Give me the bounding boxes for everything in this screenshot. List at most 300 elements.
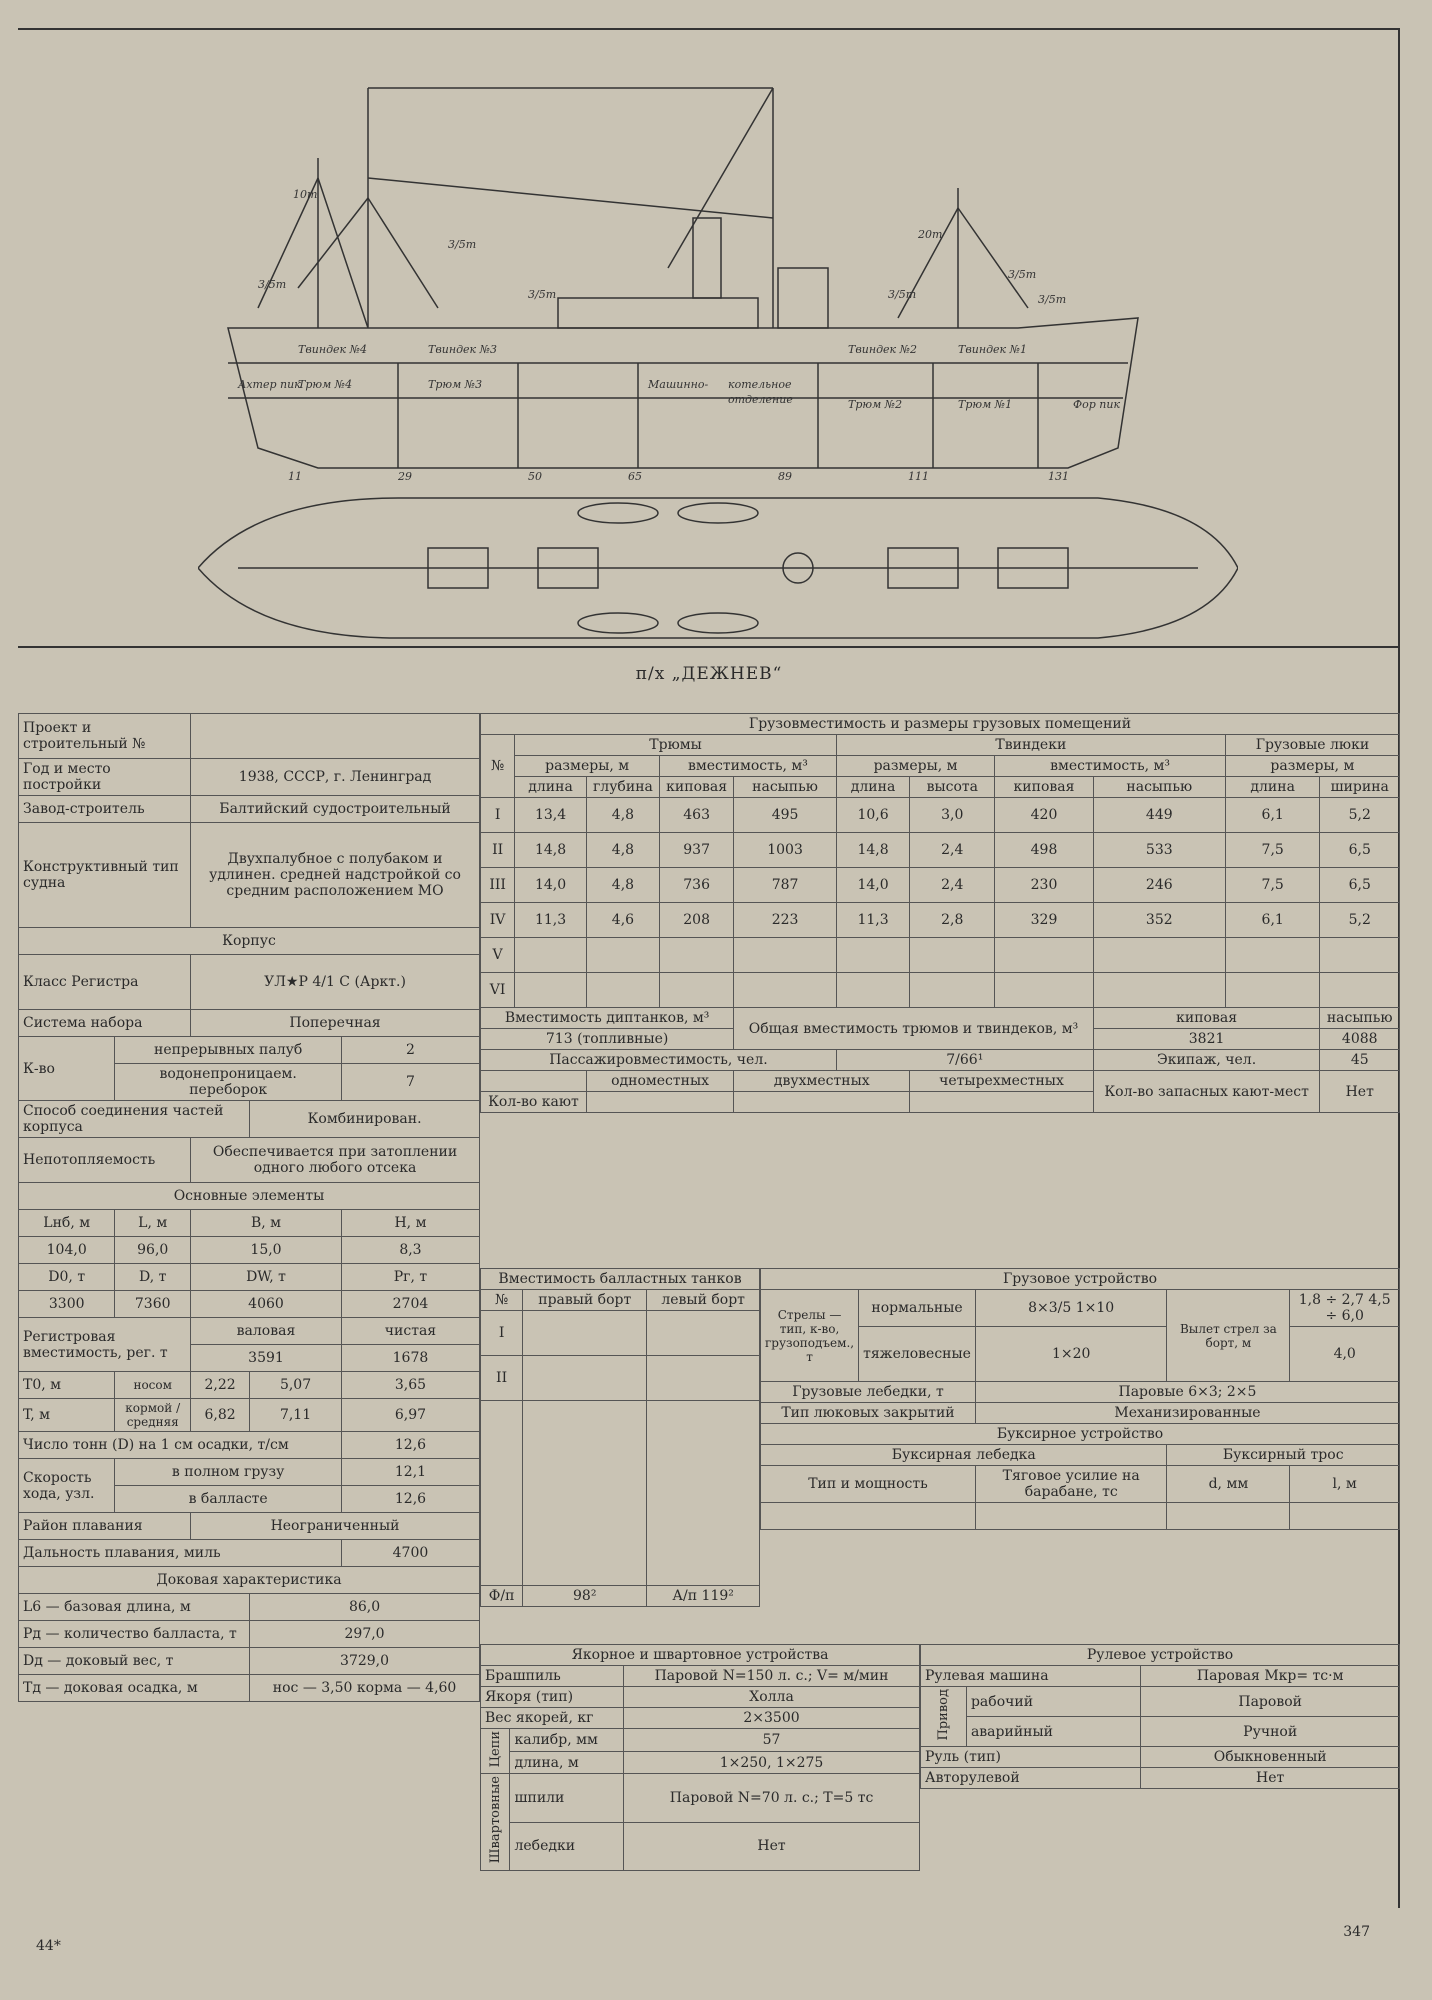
value-cell: 3300 xyxy=(19,1291,115,1318)
cargo-cell: VI xyxy=(481,973,515,1008)
cargo-cell: 223 xyxy=(734,903,837,938)
anchor-weight-label: Вес якорей, кг xyxy=(481,1708,624,1729)
mooring-winch-label: лебедки xyxy=(510,1822,624,1870)
bulkheads-value: 7 xyxy=(341,1064,479,1101)
year-value: 1938, СССР, г. Ленинград xyxy=(191,759,480,796)
cargo-cell: 495 xyxy=(734,798,837,833)
cargo-cell: 6,5 xyxy=(1320,868,1400,903)
anchor-weight-value: 2×3500 xyxy=(624,1708,920,1729)
net-label: чистая xyxy=(341,1318,479,1345)
ballast-blank xyxy=(481,1401,523,1586)
cargo-cell xyxy=(1225,973,1320,1008)
autopilot-label: Авторулевой xyxy=(921,1768,1141,1789)
ballast-cell xyxy=(523,1311,647,1356)
speed-label: Скорость хода, узл. xyxy=(19,1459,115,1513)
anchor-table xyxy=(480,1644,920,1871)
value-cell: 4060 xyxy=(191,1291,342,1318)
normal-value: 8×3/5 1×10 xyxy=(975,1290,1166,1327)
cargo-cell: 7,5 xyxy=(1225,833,1320,868)
working-value: Паровой xyxy=(1141,1687,1400,1717)
cargo-cell xyxy=(995,938,1093,973)
frame-111: 111 xyxy=(908,470,929,483)
hatches-head: Грузовые люки xyxy=(1225,735,1399,756)
subheader-row xyxy=(481,777,1400,798)
length-label: длина, м xyxy=(510,1751,624,1774)
mooring-label xyxy=(481,1774,510,1870)
cabins-one xyxy=(586,1092,733,1113)
reach-value: 4,0 xyxy=(1290,1327,1400,1382)
ballast-row-no: I xyxy=(481,1311,523,1356)
steer-title: Рулевое устройство xyxy=(921,1645,1400,1666)
pass-label: Пассажировместимость, чел. xyxy=(481,1050,837,1071)
draft-aft-head: кормой xyxy=(125,1401,173,1415)
main-specs-table xyxy=(18,713,480,1702)
kvo-label: К-во xyxy=(19,1037,115,1101)
net-value: 1678 xyxy=(341,1345,479,1372)
cargo-cell: 6,1 xyxy=(1225,798,1320,833)
subheader-cell: киповая xyxy=(660,777,734,798)
col-head: DW, т xyxy=(191,1264,342,1291)
dock-value: 297,0 xyxy=(250,1621,480,1648)
cargo-cell: 352 xyxy=(1093,903,1225,938)
cargo-cell: 533 xyxy=(1093,833,1225,868)
type-value: Двухпалубное с полубаком и удлинен. средней надстройкой со средним расположением МО xyxy=(191,823,480,928)
range-value: 4700 xyxy=(341,1540,479,1567)
rudder-value: Обыкновенный xyxy=(1141,1747,1400,1768)
drive-label xyxy=(921,1687,967,1747)
cargo-cell: 11,3 xyxy=(515,903,587,938)
tow-rope-head: Буксирный трос xyxy=(1167,1445,1400,1466)
cargo-cell: 937 xyxy=(660,833,734,868)
top-rule xyxy=(18,28,1400,30)
dock-label: Pд — количество балласта, т xyxy=(19,1621,250,1648)
hatch-type-label: Тип люковых закрытий xyxy=(761,1403,976,1424)
frame-value: Поперечная xyxy=(191,1010,480,1037)
cargo-cell: 5,2 xyxy=(1320,798,1400,833)
caliber-value: 57 xyxy=(624,1729,920,1752)
ballast-cell xyxy=(647,1356,760,1401)
cargo-cell xyxy=(836,973,909,1008)
value-cell: 96,0 xyxy=(115,1237,191,1264)
cargo-cell xyxy=(515,938,587,973)
page-number-left: 44* xyxy=(36,1938,61,1954)
label-tween2: Твиндек №2 xyxy=(848,343,918,356)
two-head: двухместных xyxy=(734,1071,910,1092)
register-label: Регистровая вместимость, рег. т xyxy=(19,1318,191,1372)
tpc-label: Число тонн (D) на 1 см осадки, т/см xyxy=(19,1432,342,1459)
total-label: Общая вместимость трюмов и твиндеков, м³ xyxy=(734,1008,1093,1050)
draft-value: 6,82 xyxy=(191,1399,250,1432)
cargo-cell: 4,8 xyxy=(586,833,659,868)
cargo-cell: 10,6 xyxy=(836,798,909,833)
cargo-cell: 246 xyxy=(1093,868,1225,903)
area-label: Район плавания xyxy=(19,1513,191,1540)
nas-head: насыпью xyxy=(1320,1008,1400,1029)
capstan-value: Паровой N=70 л. с.; T=5 тс xyxy=(624,1774,920,1822)
frame-29: 29 xyxy=(398,470,412,483)
ap-value: 119² xyxy=(701,1588,734,1604)
class-label: Класс Регистра xyxy=(19,955,191,1010)
cargo-cell: 7,5 xyxy=(1225,868,1320,903)
reach-value: 1,8 ÷ 2,7 4,5 ÷ 6,0 xyxy=(1290,1290,1400,1327)
label-tween3: Твиндек №3 xyxy=(428,343,498,356)
label-engine3: отделение xyxy=(728,393,793,406)
cargo-cell: 736 xyxy=(660,868,734,903)
kip-value: 3821 xyxy=(1093,1029,1320,1050)
load-label: 3/5т xyxy=(888,288,917,301)
ballast-cell xyxy=(523,1401,647,1586)
fp-value: 98² xyxy=(523,1586,647,1607)
label-tween4: Твиндек №4 xyxy=(298,343,368,356)
ballast-value: 12,6 xyxy=(341,1486,479,1513)
cargo-cell xyxy=(660,938,734,973)
mooring-text: Швартовные xyxy=(487,1776,503,1864)
cargo-cell: 6,5 xyxy=(1320,833,1400,868)
tween-head: Твиндеки xyxy=(836,735,1225,756)
spare-value: Нет xyxy=(1320,1071,1400,1113)
col-head: B, м xyxy=(191,1210,342,1237)
ballast-cell xyxy=(647,1401,760,1586)
cargo-cell: 420 xyxy=(995,798,1093,833)
dock-value: 86,0 xyxy=(250,1594,480,1621)
col-head: D, т xyxy=(115,1264,191,1291)
unsinkability-value: Обеспечивается при затоплении одного любого отсека xyxy=(191,1138,480,1183)
heavy-value: 1×20 xyxy=(975,1327,1166,1382)
cargo-cell xyxy=(734,973,837,1008)
cargo-cell: IV xyxy=(481,903,515,938)
cargo-row xyxy=(481,903,1400,938)
tow-type-head: Тип и мощность xyxy=(761,1466,976,1503)
cargo-cell: 230 xyxy=(995,868,1093,903)
subheader-cell: насыпью xyxy=(1093,777,1225,798)
cargo-cell: 14,8 xyxy=(836,833,909,868)
label-hold4: Трюм №4 xyxy=(298,378,353,391)
label-engine1: Машинно- xyxy=(648,378,709,391)
ballast-no-head: № xyxy=(481,1290,523,1311)
col-head: D0, т xyxy=(19,1264,115,1291)
cabins-two xyxy=(734,1092,910,1113)
label-fore-peak: Фор пик xyxy=(1073,398,1121,411)
subheader-cell: длина xyxy=(1225,777,1320,798)
tow-l-value xyxy=(1290,1503,1400,1530)
tow-title: Буксирное устройство xyxy=(761,1424,1400,1445)
hatch-type-value: Механизированные xyxy=(975,1403,1399,1424)
working-label: рабочий xyxy=(966,1687,1140,1717)
tpc-value: 12,6 xyxy=(341,1432,479,1459)
plant-value: Балтийский судостроительный xyxy=(191,796,480,823)
load-label: 20т xyxy=(918,228,943,241)
rudder-label: Руль (тип) xyxy=(921,1747,1141,1768)
dock-label: Tд — доковая осадка, м xyxy=(19,1675,250,1702)
tow-d-value xyxy=(1167,1503,1290,1530)
load-label: 3/5т xyxy=(528,288,557,301)
join-value: Комбинирован. xyxy=(250,1101,480,1138)
cargo-cell xyxy=(910,938,995,973)
cabins-four xyxy=(910,1092,1093,1113)
cargo-cell xyxy=(515,973,587,1008)
col-head: H, м xyxy=(341,1210,479,1237)
draft-mid-head: средняя xyxy=(126,1415,179,1429)
chains-text: Цепи xyxy=(487,1731,503,1768)
cargo-cell xyxy=(1225,938,1320,973)
cargo-cell: 2,4 xyxy=(910,833,995,868)
dims-head: размеры, м xyxy=(836,756,994,777)
gross-label: валовая xyxy=(191,1318,342,1345)
project-value xyxy=(191,714,480,759)
t0-label: T0, м xyxy=(19,1372,115,1399)
deep-value: 713 (топливные) xyxy=(481,1029,734,1050)
document-page xyxy=(18,28,1400,1968)
draft-value: 5,07 xyxy=(250,1372,342,1399)
cargo-cell xyxy=(1093,973,1225,1008)
ballast-left-head: левый борт xyxy=(647,1290,760,1311)
blank xyxy=(481,1071,587,1092)
reach-label: Вылет стрел за борт, м xyxy=(1167,1290,1290,1382)
ballast-table xyxy=(480,1268,760,1607)
tow-winch-head: Буксирная лебедка xyxy=(761,1445,1167,1466)
cargo-cell: 787 xyxy=(734,868,837,903)
cargo-cell: 1003 xyxy=(734,833,837,868)
anchor-type-label: Якоря (тип) xyxy=(481,1687,624,1708)
cap-head: вместимость, м³ xyxy=(660,756,837,777)
load-label: 3/5т xyxy=(448,238,477,251)
value-cell: 7360 xyxy=(115,1291,191,1318)
draft-heads: кормой / средняя xyxy=(115,1399,191,1432)
tow-type-value xyxy=(761,1503,976,1530)
winch-value: Паровые 6×3; 2×5 xyxy=(975,1382,1399,1403)
load-label: 3/5т xyxy=(258,278,287,291)
no-head: № xyxy=(481,735,515,798)
project-label: Проект и строительный № xyxy=(19,714,191,759)
cargo-cell: III xyxy=(481,868,515,903)
subheader-cell: длина xyxy=(515,777,587,798)
cargo-cell: 3,0 xyxy=(910,798,995,833)
plant-label: Завод-строитель xyxy=(19,796,191,823)
emergency-label: аварийный xyxy=(966,1717,1140,1747)
tow-d-head: d, мм xyxy=(1167,1466,1290,1503)
type-label: Конструктивный тип судна xyxy=(19,823,191,928)
ap-label: А/п xyxy=(672,1588,698,1604)
ballast-row-no: II xyxy=(481,1356,523,1401)
bulkheads-label: водонепроницаем. переборок xyxy=(115,1064,342,1101)
dims-head: размеры, м xyxy=(515,756,660,777)
machine-label: Рулевая машина xyxy=(921,1666,1141,1687)
autopilot-value: Нет xyxy=(1141,1768,1400,1789)
cargo-cell xyxy=(734,938,837,973)
capstan-label: шпили xyxy=(510,1774,624,1822)
col-head: L, м xyxy=(115,1210,191,1237)
cargo-gear-table xyxy=(760,1268,1400,1530)
draft-value: 6,97 xyxy=(341,1399,479,1432)
ship-title: п/х „ДЕЖНЕВ“ xyxy=(635,664,783,684)
one-head: одноместных xyxy=(586,1071,733,1092)
anchor-type-value: Холла xyxy=(624,1687,920,1708)
subheader-cell: высота xyxy=(910,777,995,798)
ballast-right-head: правый борт xyxy=(523,1290,647,1311)
ballast-title: Вместимость балластных танков xyxy=(481,1269,760,1290)
ballast-cell xyxy=(647,1311,760,1356)
col-head: Рг, т xyxy=(341,1264,479,1291)
cargo-row xyxy=(481,868,1400,903)
spare-label: Кол-во запасных кают-мест xyxy=(1093,1071,1320,1113)
length-value: 1×250, 1×275 xyxy=(624,1751,920,1774)
value-cell: 104,0 xyxy=(19,1237,115,1264)
cargo-cell xyxy=(660,973,734,1008)
cargo-row xyxy=(481,938,1400,973)
dims-head: размеры, м xyxy=(1225,756,1399,777)
tow-l-head: l, м xyxy=(1290,1466,1400,1503)
cargo-cell xyxy=(910,973,995,1008)
value-cell: 2704 xyxy=(341,1291,479,1318)
main-elements-header: Основные элементы xyxy=(19,1183,480,1210)
draft-value: 2,22 xyxy=(191,1372,250,1399)
load-label: 10т xyxy=(293,188,318,201)
cargo-table xyxy=(480,713,1400,1113)
hull-header: Корпус xyxy=(19,928,480,955)
windlass-label: Брашпиль xyxy=(481,1666,624,1687)
cargo-cell xyxy=(995,973,1093,1008)
gross-value: 3591 xyxy=(191,1345,342,1372)
label-hold2: Трюм №2 xyxy=(848,398,903,411)
cargo-cell: I xyxy=(481,798,515,833)
four-head: четырехместных xyxy=(910,1071,1093,1092)
draft-value: 3,65 xyxy=(341,1372,479,1399)
value-cell: 15,0 xyxy=(191,1237,342,1264)
draft-fore-head: носом xyxy=(115,1372,191,1399)
gear-title: Грузовое устройство xyxy=(761,1269,1400,1290)
cargo-cell: 4,6 xyxy=(586,903,659,938)
fp-label: Ф/п xyxy=(481,1586,523,1607)
cargo-cell: 6,1 xyxy=(1225,903,1320,938)
join-label: Способ соединения частей корпуса xyxy=(19,1101,250,1138)
ship-drawing xyxy=(198,68,1238,658)
ballast-cell xyxy=(523,1356,647,1401)
machine-value: Паровая Мкр= тс·м xyxy=(1141,1666,1400,1687)
cargo-cell xyxy=(586,938,659,973)
cargo-cell xyxy=(836,938,909,973)
cargo-cell: II xyxy=(481,833,515,868)
booms-label: Стрелы — тип, к-во, грузоподъем., т xyxy=(761,1290,859,1382)
draft-value: 7,11 xyxy=(250,1399,342,1432)
crew-label: Экипаж, чел. xyxy=(1093,1050,1320,1071)
dock-header: Доковая характеристика xyxy=(19,1567,480,1594)
label-hold1: Трюм №1 xyxy=(958,398,1013,411)
cargo-rows xyxy=(481,798,1400,1008)
cargo-title: Грузовместимость и размеры грузовых помещений xyxy=(481,714,1400,735)
ballast-label: в балласте xyxy=(115,1486,342,1513)
windlass-value: Паровой N=150 л. с.; V= м/мин xyxy=(624,1666,920,1687)
t-label: T, м xyxy=(19,1399,115,1432)
full-load-value: 12,1 xyxy=(341,1459,479,1486)
normal-label: нормальные xyxy=(859,1290,976,1327)
label-engine2: котельное xyxy=(728,378,792,391)
cargo-cell: 329 xyxy=(995,903,1093,938)
frame-label: Система набора xyxy=(19,1010,191,1037)
cargo-cell: 449 xyxy=(1093,798,1225,833)
cargo-cell xyxy=(1320,973,1400,1008)
label-hold3: Трюм №3 xyxy=(428,378,483,391)
emergency-value: Ручной xyxy=(1141,1717,1400,1747)
value-cell: 8,3 xyxy=(341,1237,479,1264)
tow-pull-value xyxy=(975,1503,1166,1530)
cargo-row xyxy=(481,833,1400,868)
page-number-right: 347 xyxy=(1343,1924,1370,1940)
cargo-cell: 5,2 xyxy=(1320,903,1400,938)
crew-value: 45 xyxy=(1320,1050,1400,1071)
decks-value: 2 xyxy=(341,1037,479,1064)
label-tween1: Твиндек №1 xyxy=(958,343,1028,356)
cargo-cell: 14,0 xyxy=(515,868,587,903)
pass-value: 7/66¹ xyxy=(836,1050,1093,1071)
drive-text: Привод xyxy=(935,1689,951,1741)
cargo-cell: 13,4 xyxy=(515,798,587,833)
load-label: 3/5т xyxy=(1038,293,1067,306)
frame-89: 89 xyxy=(778,470,792,483)
cargo-row xyxy=(481,798,1400,833)
subheader-cell: насыпью xyxy=(734,777,837,798)
cargo-cell: 4,8 xyxy=(586,798,659,833)
cargo-cell: 463 xyxy=(660,798,734,833)
frame-65: 65 xyxy=(628,470,642,483)
label-aft-peak: Ахтер пик xyxy=(238,378,301,391)
class-value: УЛ★Р 4/1 С (Аркт.) xyxy=(191,955,480,1010)
year-label: Год и место постройки xyxy=(19,759,191,796)
caliber-label: калибр, мм xyxy=(510,1729,624,1752)
subheader-cell: ширина xyxy=(1320,777,1400,798)
anchor-title: Якорное и швартовное устройства xyxy=(481,1645,920,1666)
heavy-label: тяжеловесные xyxy=(859,1327,976,1382)
col-head: Lнб, м xyxy=(19,1210,115,1237)
tow-pull-head: Тяговое усилие на барабане, тс xyxy=(975,1466,1166,1503)
dock-label: L6 — базовая длина, м xyxy=(19,1594,250,1621)
steering-table xyxy=(920,1644,1400,1789)
cargo-cell xyxy=(1320,938,1400,973)
cargo-cell: 14,8 xyxy=(515,833,587,868)
nas-value: 4088 xyxy=(1320,1029,1400,1050)
subheader-cell: глубина xyxy=(586,777,659,798)
cargo-row xyxy=(481,973,1400,1008)
cargo-cell: 2,8 xyxy=(910,903,995,938)
kip-head: киповая xyxy=(1093,1008,1320,1029)
decks-label: непрерывных палуб xyxy=(115,1037,342,1064)
deep-label: Вместимость диптанков, м³ xyxy=(481,1008,734,1029)
cargo-cell xyxy=(1093,938,1225,973)
mooring-winch-value: Нет xyxy=(624,1822,920,1870)
frame-50: 50 xyxy=(528,470,542,483)
cap-head: вместимость, м³ xyxy=(995,756,1226,777)
dock-value: 3729,0 xyxy=(250,1648,480,1675)
dock-value: нос — 3,50 корма — 4,60 xyxy=(250,1675,480,1702)
cargo-cell: 11,3 xyxy=(836,903,909,938)
cargo-cell: 14,0 xyxy=(836,868,909,903)
area-value: Неограниченный xyxy=(191,1513,480,1540)
frame-11: 11 xyxy=(288,470,302,483)
cabins-label: Кол-во кают xyxy=(481,1092,587,1113)
holds-head: Трюмы xyxy=(515,735,837,756)
chains-label xyxy=(481,1729,510,1774)
separator xyxy=(18,646,1400,648)
range-label: Дальность плавания, миль xyxy=(19,1540,342,1567)
subheader-cell: киповая xyxy=(995,777,1093,798)
ap-cell xyxy=(647,1586,760,1607)
load-label: 3/5т xyxy=(1008,268,1037,281)
winch-label: Грузовые лебедки, т xyxy=(761,1382,976,1403)
cargo-cell: V xyxy=(481,938,515,973)
cargo-cell xyxy=(586,973,659,1008)
cargo-cell: 498 xyxy=(995,833,1093,868)
unsinkability-label: Непотопляемость xyxy=(19,1138,191,1183)
cargo-cell: 4,8 xyxy=(586,868,659,903)
